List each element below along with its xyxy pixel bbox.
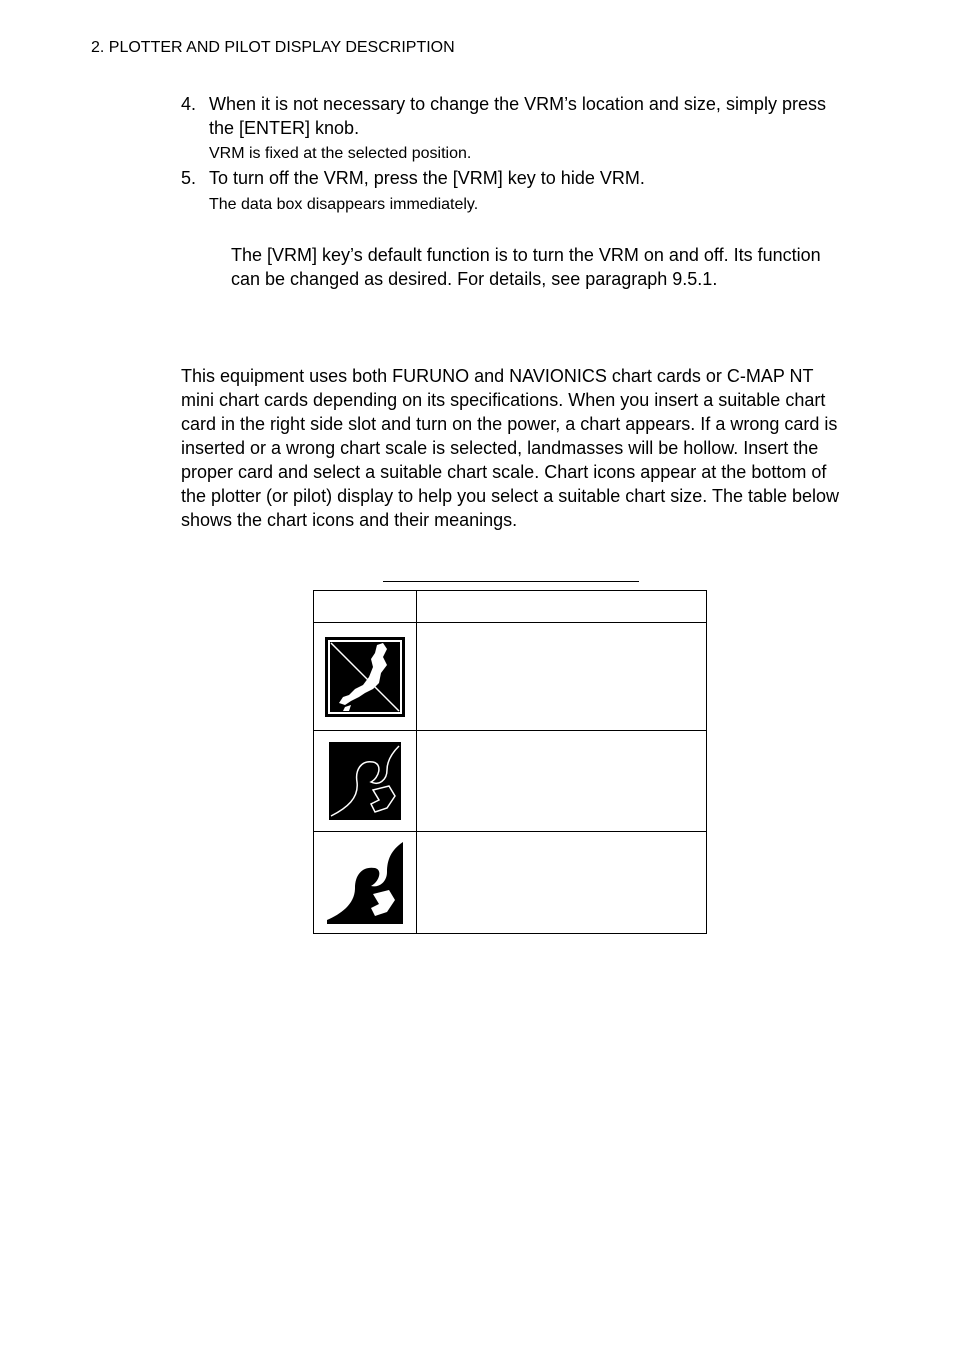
header-icon-cell: [314, 591, 417, 623]
table-header-row: [314, 591, 707, 623]
step-5-result: The data box disappears immediately.: [209, 196, 479, 213]
chart-icon-table: [313, 590, 707, 934]
step-number: 5.: [181, 168, 197, 188]
table-row: [314, 623, 707, 731]
table-title-underline: [383, 581, 639, 582]
row-meaning-cell: [417, 731, 707, 832]
step-text: When it is not necessary to change the VRM’s location and size, simply press the [ENTER] knob.: [209, 94, 826, 138]
table-row: [314, 832, 707, 934]
step-4-result: VRM is fixed at the selected position.: [209, 145, 472, 162]
step-text: To turn off the VRM, press the [VRM] key to hide VRM.: [209, 168, 645, 188]
note-text: The [VRM] key’s default function is to turn the VRM on and off. Its function can be changed as desired. For details, see paragraph 9.5.1.: [231, 245, 821, 289]
step-number: 4.: [181, 94, 197, 114]
hollow-landmass-icon: [329, 742, 401, 820]
section-header: 2. PLOTTER AND PILOT DISPLAY DESCRIPTION: [91, 39, 455, 56]
no-chart-icon: [325, 637, 405, 717]
filled-landmass-icon: [327, 842, 403, 924]
row-meaning-cell: [417, 623, 707, 731]
header-meaning-cell: [417, 591, 707, 623]
row-meaning-cell: [417, 832, 707, 934]
body-paragraph: This equipment uses both FURUNO and NAVIONICS chart cards or C-MAP NT mini chart cards depending on its specifications. When you insert a suitable chart card in the right side slot and turn on the power, a chart appears. If a wrong card is inserted or a wrong chart scale is selected, landmasses will be hollow. Insert the proper card and select a suitable chart scale. Chart icons appear at the bottom of the plotter (or pilot) display to help you select a suitable chart size. The table below shows the chart icons and their meanings.: [181, 366, 840, 530]
table-row: [314, 731, 707, 832]
